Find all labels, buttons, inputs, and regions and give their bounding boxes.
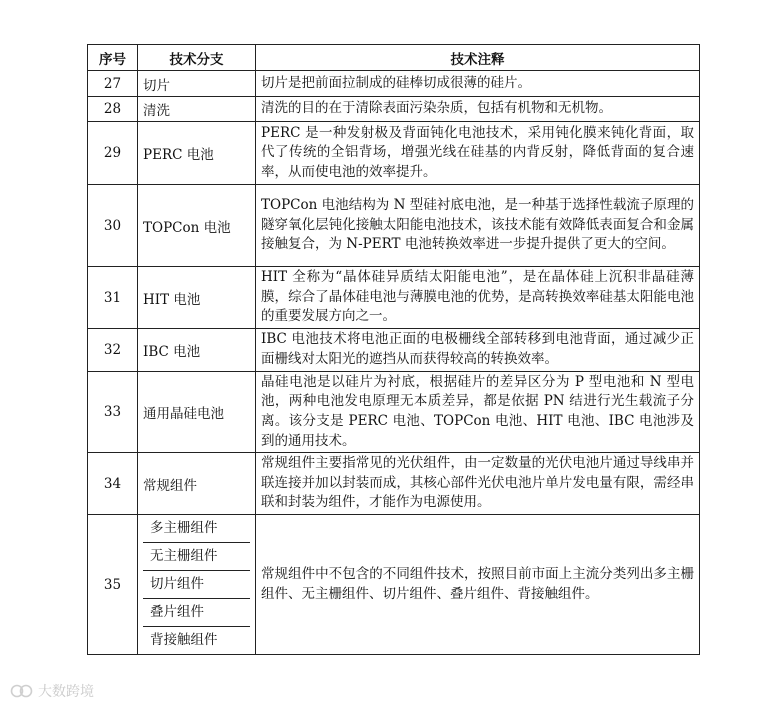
- row-note: 常规组件中不包含的不同组件技术，按照目前市面上主流分类列出多主栅组件、无主栅组件、切片组件、叠片组件、背接触组件。: [256, 515, 700, 655]
- row-branch: 常规组件: [138, 453, 256, 515]
- row-note: 清洗的目的在于清除表面污染杂质，包括有机物和无机物。: [256, 97, 700, 122]
- header-index: 序号: [88, 45, 138, 71]
- row-branch-list: [138, 515, 256, 655]
- watermark-logo-icon: [10, 683, 34, 699]
- row-branch: 通用晶硅电池: [138, 372, 256, 453]
- row-branch: TOPCon 电池: [138, 185, 256, 267]
- row-note: PERC 是一种发射极及背面钝化电池技术，采用钝化膜来钝化背面，取代了传统的全铝背场，增强光线在硅基的内背反射，降低背面的复合速率，从而使电池的效率提升。: [256, 122, 700, 185]
- watermark: [10, 681, 94, 701]
- header-branch: 技术分支: [138, 45, 256, 71]
- table-row: [88, 71, 700, 97]
- row-branch: HIT 电池: [138, 267, 256, 329]
- row-index: 34: [88, 453, 138, 515]
- sub-branch: 多主栅组件: [143, 515, 250, 543]
- watermark-text: 大数跨境: [38, 684, 94, 700]
- row-index: 27: [88, 71, 138, 97]
- row-branch: 清洗: [138, 97, 256, 122]
- table-row: [88, 97, 700, 122]
- row-index: 32: [88, 329, 138, 372]
- row-index: 35: [88, 515, 138, 655]
- sub-branch: 叠片组件: [143, 599, 250, 627]
- row-index: 33: [88, 372, 138, 453]
- table-header-row: [88, 45, 700, 71]
- sub-branch: 背接触组件: [150, 632, 218, 648]
- row-index: 31: [88, 267, 138, 329]
- table-row: [88, 185, 700, 267]
- table-row-group: [88, 515, 700, 655]
- header-note: 技术注释: [256, 45, 700, 71]
- table-row: [88, 267, 700, 329]
- row-note: TOPCon 电池结构为 N 型硅衬底电池，是一种基于选择性载流子原理的隧穿氧化层钝化接触太阳能电池技术，该技术能有效降低表面复合和金属接触复合，为 N-PERT 电池转换效率进一步提升提供了更大的空间。: [256, 185, 700, 267]
- sub-branch: 切片组件: [143, 571, 250, 599]
- table-row: [88, 372, 700, 453]
- row-index: 28: [88, 97, 138, 122]
- row-index: 30: [88, 185, 138, 267]
- table-row: [88, 122, 700, 185]
- row-branch: 切片: [138, 71, 256, 97]
- row-note: HIT 全称为“晶体硅异质结太阳能电池”，是在晶体硅上沉积非晶硅薄膜，综合了晶体硅电池与薄膜电池的优势，是高转换效率硅基太阳能电池的重要发展方向之一。: [256, 267, 700, 329]
- sub-branch: 无主栅组件: [143, 543, 250, 571]
- row-note: IBC 电池技术将电池正面的电极栅线全部转移到电池背面，通过减少正面栅线对太阳光的遮挡从而获得较高的转换效率。: [256, 329, 700, 372]
- table-row: [88, 453, 700, 515]
- table-row: [88, 329, 700, 372]
- row-note: 切片是把前面拉制成的硅棒切成很薄的硅片。: [256, 71, 700, 97]
- technology-glossary-table: [87, 44, 700, 655]
- row-branch: PERC 电池: [138, 122, 256, 185]
- row-branch: IBC 电池: [138, 329, 256, 372]
- row-index: 29: [88, 122, 138, 185]
- row-note: 晶硅电池是以硅片为衬底，根据硅片的差异区分为 P 型电池和 N 型电池，两种电池发电原理无本质差异，都是依据 PN 结进行光生载流子分离。该分支是 PERC 电池、TOPCon 电池、HIT 电池、IBC 电池涉及到的通用技术。: [256, 372, 700, 453]
- row-note: 常规组件主要指常见的光伏组件，由一定数量的光伏电池片通过导线串并联连接并加以封装而成，其核心部件光伏电池片单片发电量有限，需经串联和封装为组件，才能作为电源使用。: [256, 453, 700, 515]
